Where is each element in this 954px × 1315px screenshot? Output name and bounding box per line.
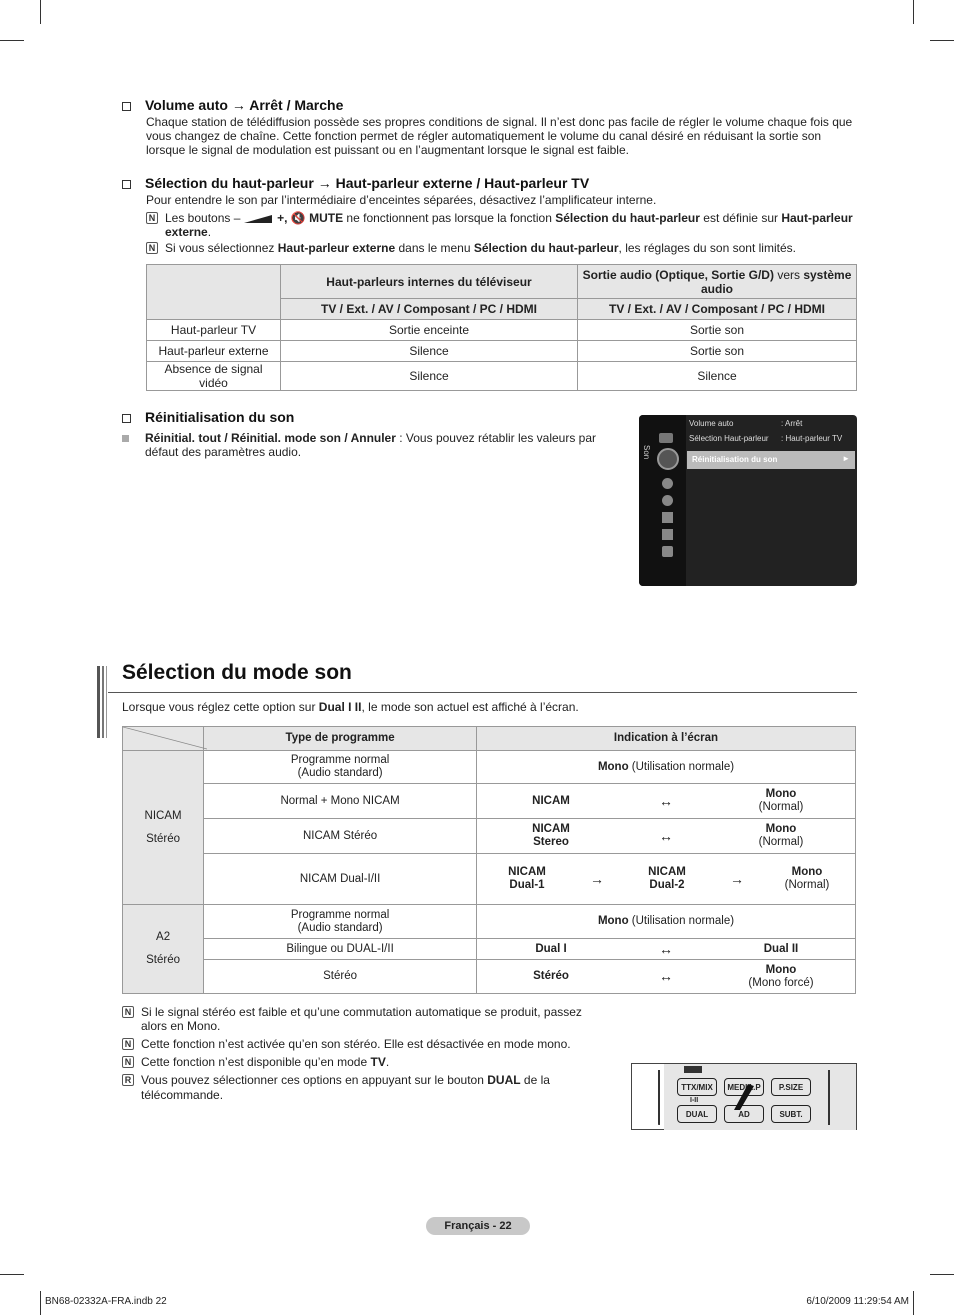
crop-mark xyxy=(913,1291,914,1315)
square-bullet-icon xyxy=(122,435,129,442)
note-icon: N xyxy=(146,242,158,254)
crop-mark xyxy=(40,1291,41,1315)
double-arrow-icon: ↔ xyxy=(659,827,673,844)
table-row: Absence de signal vidéo Silence Silence xyxy=(147,362,857,391)
table-header: Indication à l’écran xyxy=(477,727,856,751)
volume-icon xyxy=(244,214,274,224)
title-accent-bar xyxy=(97,666,109,738)
crop-mark xyxy=(913,0,914,24)
file-name: BN68-02332A-FRA.indb 22 xyxy=(45,1296,167,1307)
remote-control-image: TTX/MIX MEDIA.P P.SIZE I-II DUAL AD SUBT. xyxy=(631,1063,857,1130)
note-item: R Vous pouvez sélectionner ces options en appuyant sur le bouton DUAL de la télécommande. xyxy=(122,1073,608,1103)
double-arrow-icon: ↔ xyxy=(659,968,673,984)
table-header: Sortie audio (Optique, Sortie G/D) vers système audio xyxy=(578,265,857,299)
ad-button[interactable]: AD xyxy=(724,1105,764,1123)
arrow-right-icon: ► xyxy=(842,454,850,463)
volume-auto-section xyxy=(122,97,862,157)
checkbox-bullet-icon xyxy=(122,414,131,423)
arrow-right-icon: → xyxy=(730,870,744,887)
menu-item-speaker-select[interactable]: Sélection Haut-parleur xyxy=(689,434,769,443)
p-size-button[interactable]: P.SIZE xyxy=(771,1078,811,1096)
volume-auto-text: Chaque station de télédiffusion possède ses propres conditions de signal. Il n’est donc pas facile de régler le volume chaque fois que vous changez de chaîne. Cette fonction permet de régler automatiquement le volume du canal désiré en réduisant la sortie son lorsque le signal de modulation est puissant ou en l’augmentant lorsque le signal est faible. xyxy=(146,115,853,157)
double-arrow-icon: ↔ xyxy=(659,940,673,957)
channel-icon[interactable] xyxy=(662,478,673,489)
note-icon: N xyxy=(146,212,158,224)
menu-sidebar: Son xyxy=(639,415,686,586)
tv-sound-menu: Son Volume auto : Arrêt Sélection Haut-parleur : Haut-parleur TV Réinitialisation du son ► xyxy=(639,415,857,586)
table-subheader: TV / Ext. / AV / Composant / PC / HDMI xyxy=(578,299,857,320)
reset-heading: Réinitialisation du son xyxy=(122,409,612,425)
table-row: NICAM Stéréo NICAM Stereo ↔ Mono (Normal) xyxy=(123,819,856,854)
media-p-button[interactable]: MEDIA.P xyxy=(724,1078,764,1096)
crop-mark xyxy=(0,1274,24,1275)
note-item: N Cette fonction n’est activée qu’en son stéréo. Elle est désactivée en mode mono. xyxy=(122,1037,608,1051)
speaker-note-2: N Si vous sélectionnez Haut-parleur externe dans le menu Sélection du haut-parleur, les réglages du son sont limités. xyxy=(146,241,862,255)
note-item: N Si le signal stéréo est faible et qu’une commutation automatique se produit, passez alors en Mono. xyxy=(122,1005,608,1033)
menu-item-volume-auto[interactable]: Volume auto xyxy=(689,419,734,428)
color-key-icon xyxy=(684,1066,702,1073)
speaker-select-heading: Sélection du haut-parleur → Haut-parleur externe / Haut-parleur TV xyxy=(122,175,862,191)
reset-section xyxy=(122,409,612,459)
ttx-mix-button[interactable]: TTX/MIX xyxy=(677,1078,717,1096)
nicam-group: NICAM Stéréo xyxy=(123,751,204,905)
menu-item-sound-reset[interactable]: Réinitialisation du son ► xyxy=(687,451,855,469)
table-header: Type de programme xyxy=(204,727,477,751)
crop-mark xyxy=(40,0,41,24)
mode-son-intro: Lorsque vous réglez cette option sur Dual I II, le mode son actuel est affiché à l’écran. xyxy=(122,700,579,714)
table-row: Bilingue ou DUAL-I/II Dual I ↔ Dual II xyxy=(123,939,856,960)
table-row: Haut-parleur externe Silence Sortie son xyxy=(147,341,857,362)
print-date: 6/10/2009 11:29:54 AM xyxy=(806,1296,909,1307)
table-row: NICAM Stéréo Programme normal (Audio standard) Mono (Utilisation normale) xyxy=(123,751,856,784)
speaker-select-text: Pour entendre le son par l’intermédiaire d’enceintes séparées, désactivez l’amplificateur interne. xyxy=(146,193,657,207)
table-corner xyxy=(123,727,204,751)
setup-gear-icon[interactable] xyxy=(662,495,673,506)
page-number-badge: Français - 22 xyxy=(426,1217,530,1235)
table-row: A2 Stéréo Programme normal (Audio standard) Mono (Utilisation normale) xyxy=(123,905,856,939)
table-row: Stéréo Stéréo ↔ Mono (Mono forcé) xyxy=(123,960,856,994)
table-subheader: TV / Ext. / AV / Composant / PC / HDMI xyxy=(281,299,578,320)
speaker-output-table xyxy=(146,264,857,391)
crop-mark xyxy=(0,40,24,41)
note-icon: N xyxy=(122,1038,134,1050)
note-icon: N xyxy=(122,1006,134,1018)
input-icon[interactable] xyxy=(662,512,673,523)
table-corner xyxy=(147,265,281,320)
pointer-hand-icon xyxy=(730,1082,758,1112)
subt-button[interactable]: SUBT. xyxy=(771,1105,811,1123)
table-header: Haut-parleurs internes du téléviseur xyxy=(281,265,578,299)
mode-son-notes xyxy=(98,1005,608,1103)
speaker-note-1: N Les boutons – +, 🔇 MUTE ne fonctionnent pas lorsque la fonction Sélection du haut-parleur est définie sur Haut-parleur externe. xyxy=(146,211,862,239)
sound-mode-table xyxy=(122,726,856,994)
note-icon: N xyxy=(122,1056,134,1068)
dual-button[interactable]: DUAL xyxy=(677,1105,717,1123)
sound-icon[interactable] xyxy=(657,448,679,470)
remote-note-icon: R xyxy=(122,1074,134,1086)
reset-item: Réinitial. tout / Réinitial. mode son / Annuler : Vous pouvez rétablir les valeurs par défaut des paramètres audio. xyxy=(122,431,612,459)
speaker-select-section xyxy=(122,175,862,255)
note-item: N Cette fonction n’est disponible qu’en mode TV. xyxy=(122,1055,608,1069)
page-title: Sélection du mode son xyxy=(122,661,352,684)
application-icon[interactable] xyxy=(662,529,673,540)
crop-mark xyxy=(930,40,954,41)
double-arrow-icon: ↔ xyxy=(659,792,673,809)
arrow-right-icon: → xyxy=(590,870,604,887)
table-row: Haut-parleur TV Sortie enceinte Sortie son xyxy=(147,320,857,341)
table-row: NICAM Dual-I/II NICAM Dual-1 → NICAM Dual-2 → Mono (Normal) xyxy=(123,854,856,905)
support-icon[interactable] xyxy=(662,546,673,557)
checkbox-bullet-icon xyxy=(122,180,131,189)
a2-group: A2 Stéréo xyxy=(123,905,204,994)
checkbox-bullet-icon xyxy=(122,102,131,111)
volume-auto-heading: Volume auto → Arrêt / Marche xyxy=(122,97,862,113)
picture-icon[interactable] xyxy=(659,433,673,443)
crop-mark xyxy=(930,1274,954,1275)
title-rule xyxy=(108,692,857,693)
table-row: Normal + Mono NICAM NICAM ↔ Mono (Normal) xyxy=(123,784,856,819)
mute-icon: 🔇 xyxy=(290,211,306,225)
